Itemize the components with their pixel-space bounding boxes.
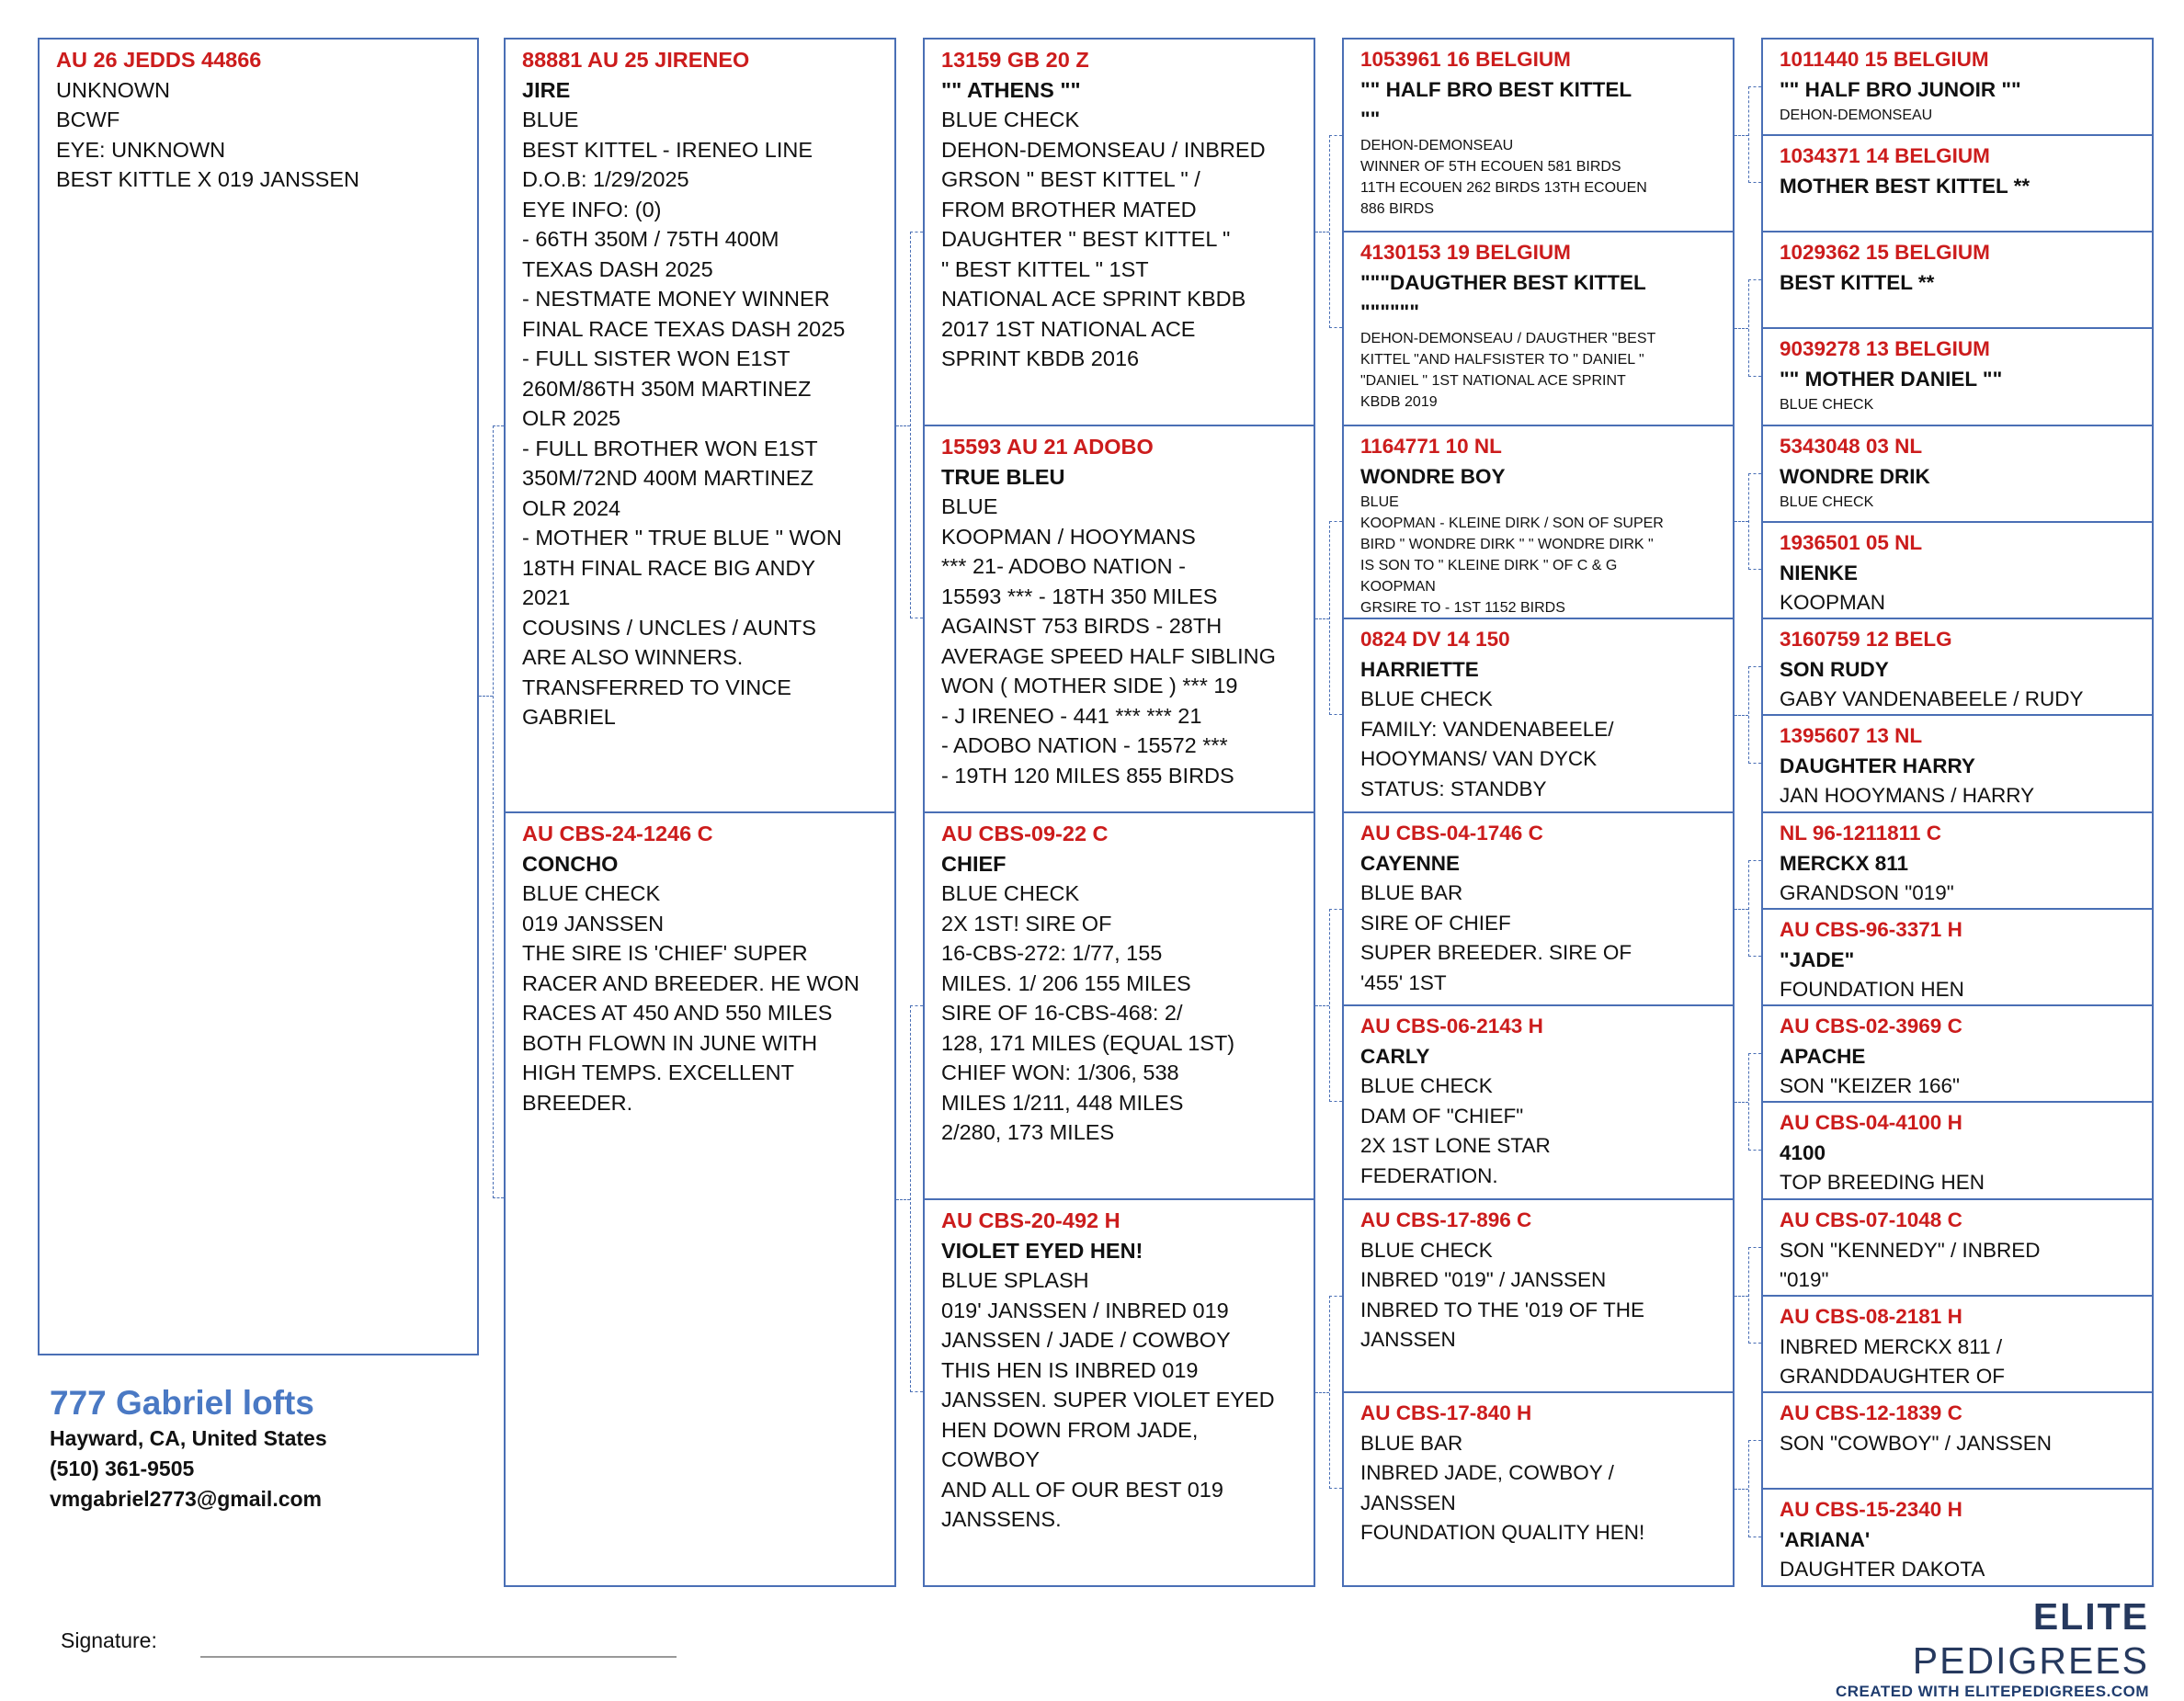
bird-detail: GABRIEL — [522, 705, 616, 729]
bird-name: JIRE — [522, 77, 571, 102]
bird-detail: FOUNDATION HEN — [1780, 978, 1964, 1001]
bird-name: HARRIETTE — [1360, 657, 1479, 681]
bird-name: MERCKX 811 — [1780, 851, 1909, 875]
bird-name: CHIEF — [941, 851, 1007, 876]
bird-detail: IS SON TO " KLEINE DIRK " OF C & G — [1360, 558, 1618, 573]
bird-name: TRUE BLEU — [941, 464, 1065, 489]
bird-detail: BLUE BAR — [1360, 1431, 1463, 1455]
bird-detail: DAM OF "CHIEF" — [1360, 1104, 1524, 1128]
connector-bracket — [1329, 135, 1342, 328]
bird-name: 4100 — [1780, 1140, 1826, 1164]
gg-grandparent-card — [1761, 1295, 2154, 1393]
great-grandparent-card — [1342, 1004, 1735, 1200]
band-number: NL 96-1211811 C — [1780, 822, 1941, 845]
gg-grandparent-card — [1761, 908, 2154, 1006]
bird-detail: THE SIRE IS 'CHIEF' SUPER — [522, 941, 808, 965]
gg-grandparent-card — [1761, 811, 2154, 910]
bird-detail: 260M/86TH 350M MARTINEZ — [522, 376, 812, 401]
elite-pedigrees-logo — [1800, 1594, 2149, 1701]
grandparent-card — [923, 425, 1315, 813]
bird-detail: SUPER BREEDER. SIRE OF — [1360, 941, 1632, 964]
band-number: 13159 GB 20 Z — [941, 48, 1089, 72]
bird-detail: INBRED "019" / JANSSEN — [1360, 1268, 1607, 1291]
connector-stub — [1735, 328, 1748, 329]
bird-detail: KOOPMAN — [1360, 579, 1436, 595]
bird-detail: WINNER OF 5TH ECOUEN 581 BIRDS — [1360, 158, 1621, 175]
connector-stub — [1735, 715, 1748, 716]
bird-name: "" — [1360, 108, 1381, 130]
bird-detail: 350M/72ND 400M MARTINEZ — [522, 466, 813, 490]
great-grandparent-card — [1342, 811, 1735, 1006]
owner-location: Hayward, CA, United States — [50, 1426, 327, 1450]
bird-detail: 16-CBS-272: 1/77, 155 — [941, 941, 1163, 965]
bird-detail: - J IRENEO - 441 *** *** 21 — [941, 703, 1202, 728]
bird-detail: DAUGHTER DAKOTA — [1780, 1558, 1985, 1581]
bird-detail: HOOYMANS/ VAN DYCK — [1360, 747, 1598, 770]
gg-grandparent-card — [1761, 1488, 2154, 1587]
connector-bracket — [493, 425, 504, 1198]
bird-detail: GRANDSON "019" — [1780, 881, 1954, 904]
bird-name: APACHE — [1780, 1044, 1866, 1068]
bird-name: """DAUGTHER BEST KITTEL — [1360, 270, 1646, 294]
band-number: AU CBS-04-1746 C — [1360, 822, 1543, 845]
connector-bracket — [1748, 1440, 1761, 1537]
bird-detail: TOP BREEDING HEN — [1780, 1171, 1985, 1194]
connector-bracket — [1748, 666, 1761, 764]
bird-detail: "019" — [1780, 1268, 1829, 1291]
gg-grandparent-card — [1761, 327, 2154, 426]
gg-grandparent-card — [1761, 134, 2154, 232]
bird-detail: SIRE OF CHIEF — [1360, 911, 1511, 935]
bird-detail: D.O.B: 1/29/2025 — [522, 167, 689, 191]
owner-info — [50, 1383, 327, 1514]
signature-line — [200, 1656, 677, 1658]
bird-detail: - FULL SISTER WON E1ST — [522, 346, 791, 370]
bird-detail: AVERAGE SPEED HALF SIBLING — [941, 643, 1276, 668]
bird-name: CAYENNE — [1360, 851, 1460, 875]
bird-detail: BLUE BAR — [1360, 881, 1463, 904]
gg-grandparent-card — [1761, 231, 2154, 329]
bird-detail: GRANDDAUGHTER OF — [1780, 1365, 2006, 1388]
connector-stub — [1735, 1102, 1748, 1103]
bird-detail: BLUE — [941, 494, 998, 518]
connector-stub — [1735, 1296, 1748, 1297]
bird-detail: 019 JANSSEN — [522, 911, 665, 936]
band-number: AU CBS-17-896 C — [1360, 1208, 1532, 1231]
bird-detail: EYE: UNKNOWN — [56, 137, 226, 162]
bird-detail: GRSIRE TO - 1ST 1152 BIRDS — [1360, 600, 1565, 616]
bird-detail: FOUNDATION QUALITY HEN! — [1360, 1521, 1645, 1544]
bird-detail: BLUE CHECK — [1360, 1238, 1493, 1262]
bird-detail: KBDB 2019 — [1360, 393, 1438, 410]
bird-detail: INBRED JADE, COWBOY / — [1360, 1461, 1614, 1484]
bird-detail: AND ALL OF OUR BEST 019 — [941, 1477, 1223, 1502]
bird-detail: SIRE OF 16-CBS-468: 2/ — [941, 1001, 1183, 1025]
band-number: 9039278 13 BELGIUM — [1780, 337, 1990, 360]
connector-stub — [1315, 1005, 1329, 1006]
bird-name: WONDRE BOY — [1360, 464, 1506, 488]
bird-detail: SON "KEIZER 166" — [1780, 1074, 1961, 1097]
bird-detail: FEDERATION. — [1360, 1163, 1498, 1187]
connector-bracket — [1748, 279, 1761, 377]
band-number: AU CBS-09-22 C — [941, 822, 1109, 845]
band-number: 1029362 15 BELGIUM — [1780, 241, 1990, 264]
bird-detail: CHIEF WON: 1/306, 538 — [941, 1060, 1179, 1084]
bird-detail: DEHON-DEMONSEAU — [1780, 108, 1933, 123]
bird-detail: COUSINS / UNCLES / AUNTS — [522, 615, 816, 640]
bird-detail: MILES 1/211, 448 MILES — [941, 1090, 1184, 1115]
bird-name: NIENKE — [1780, 561, 1859, 584]
band-number: 88881 AU 25 JIRENEO — [522, 48, 750, 72]
bird-detail: UNKNOWN — [56, 77, 171, 102]
logo-tagline: CREATED WITH ELITEPEDIGREES.COM — [1835, 1683, 2149, 1700]
bird-detail: STATUS: STANDBY — [1360, 777, 1547, 800]
band-number: AU CBS-12-1839 C — [1780, 1401, 1962, 1424]
bird-detail: BREEDER. — [522, 1090, 633, 1115]
connector-bracket — [1329, 521, 1342, 715]
connector-bracket — [1748, 1053, 1761, 1151]
bird-detail: GABY VANDENABEELE / RUDY — [1780, 687, 2084, 710]
bird-detail: OLR 2025 — [522, 406, 621, 430]
bird-name: """""" — [1360, 301, 1420, 323]
band-number: 15593 AU 21 ADOBO — [941, 435, 1154, 459]
great-grandparent-card — [1342, 618, 1735, 813]
bird-detail: BOTH FLOWN IN JUNE WITH — [522, 1030, 818, 1055]
bird-detail: FAMILY: VANDENABEELE/ — [1360, 717, 1614, 741]
bird-detail: JANSSEN / JADE / COWBOY — [941, 1328, 1231, 1352]
band-number: AU CBS-08-2181 H — [1780, 1305, 1962, 1328]
connector-bracket — [1329, 1296, 1342, 1489]
logo-light-text: PEDIGREES — [1912, 1639, 2149, 1682]
bird-detail: BEST KITTLE X 019 JANSSEN — [56, 167, 359, 191]
bird-name: CONCHO — [522, 851, 619, 876]
band-number: 1395607 13 NL — [1780, 724, 1923, 747]
band-number: AU CBS-04-4100 H — [1780, 1111, 1962, 1134]
connector-stub — [1315, 1392, 1329, 1393]
gg-grandparent-card — [1761, 714, 2154, 813]
band-number: 5343048 03 NL — [1780, 435, 1923, 458]
bird-detail: JANSSEN. SUPER VIOLET EYED — [941, 1388, 1275, 1412]
bird-detail: RACES AT 450 AND 550 MILES — [522, 1001, 833, 1025]
bird-detail: BLUE CHECK — [522, 881, 661, 905]
band-number: 1936501 05 NL — [1780, 531, 1923, 554]
bird-detail: MILES. 1/ 206 155 MILES — [941, 970, 1191, 995]
grandparent-card — [923, 811, 1315, 1200]
bird-detail: BLUE CHECK — [1780, 494, 1874, 510]
bird-detail: 2X 1ST! SIRE OF — [941, 911, 1112, 936]
grandparent-card — [923, 1198, 1315, 1587]
bird-detail: "DANIEL " 1ST NATIONAL ACE SPRINT — [1360, 372, 1626, 389]
connector-stub — [896, 425, 910, 426]
bird-detail: 15593 *** - 18TH 350 MILES — [941, 584, 1218, 608]
bird-detail: EYE INFO: (0) — [522, 197, 662, 221]
connector-stub — [1735, 909, 1748, 910]
band-number: AU CBS-02-3969 C — [1780, 1015, 1962, 1038]
gg-grandparent-card — [1761, 1198, 2154, 1297]
great-grandparent-card — [1342, 231, 1735, 426]
bird-detail: '455' 1ST — [1360, 970, 1447, 994]
bird-detail: DEHON-DEMONSEAU / DAUGTHER "BEST — [1360, 330, 1656, 346]
gg-grandparent-card — [1761, 1391, 2154, 1490]
bird-detail: BLUE SPLASH — [941, 1268, 1089, 1292]
bird-detail: BLUE CHECK — [941, 108, 1080, 131]
signature-label: Signature: — [61, 1628, 157, 1652]
bird-detail: 019' JANSSEN / INBRED 019 — [941, 1298, 1229, 1322]
connector-bracket — [910, 232, 923, 618]
bird-detail: JANSSEN — [1360, 1328, 1456, 1351]
band-number: AU CBS-20-492 H — [941, 1208, 1120, 1232]
bird-detail: BLUE — [522, 108, 579, 131]
connector-bracket — [1748, 86, 1761, 183]
band-number: 3160759 12 BELG — [1780, 628, 1952, 651]
bird-name: "JADE" — [1780, 947, 1855, 971]
sire-card — [504, 38, 896, 813]
band-number: 1034371 14 BELGIUM — [1780, 144, 1990, 167]
connector-bracket — [910, 1005, 923, 1392]
dam-card — [504, 811, 896, 1587]
connector-stub — [1735, 1489, 1748, 1490]
bird-name: CARLY — [1360, 1044, 1430, 1068]
bird-detail: BLUE CHECK — [941, 881, 1080, 905]
bird-detail: TEXAS DASH 2025 — [522, 256, 713, 281]
connector-stub — [896, 1199, 910, 1200]
bird-detail: JANSSEN — [1360, 1491, 1456, 1514]
bird-name: 'ARIANA' — [1780, 1527, 1871, 1551]
bird-detail: 2/280, 173 MILES — [941, 1120, 1115, 1144]
great-grandparent-card — [1342, 425, 1735, 619]
bird-detail: - ADOBO NATION - 15572 *** — [941, 733, 1228, 757]
band-number: AU 26 JEDDS 44866 — [56, 48, 262, 72]
band-number: 1011440 15 BELGIUM — [1780, 48, 1989, 71]
bird-name: BEST KITTEL ** — [1780, 270, 1935, 294]
bird-detail: ARE ALSO WINNERS. — [522, 645, 744, 669]
bird-detail: BIRD " WONDRE DIRK " " WONDRE DIRK " — [1360, 537, 1654, 552]
bird-detail: KOOPMAN - KLEINE DIRK / SON OF SUPER — [1360, 516, 1664, 531]
band-number: 0824 DV 14 150 — [1360, 628, 1510, 651]
bird-name: VIOLET EYED HEN! — [941, 1238, 1143, 1263]
connector-bracket — [1329, 909, 1342, 1102]
owner-phone: (510) 361-9505 — [50, 1457, 195, 1480]
subject-card — [38, 38, 479, 1355]
bird-detail: HEN DOWN FROM JADE, COWBOY — [941, 1417, 1204, 1471]
bird-detail: BLUE CHECK — [1360, 687, 1493, 710]
bird-name: "" HALF BRO JUNOIR "" — [1780, 77, 2021, 101]
bird-name: SON RUDY — [1780, 657, 1889, 681]
band-number: 1164771 10 NL — [1360, 435, 1502, 458]
bird-detail: KOOPMAN — [1780, 591, 1886, 614]
bird-detail: 11TH ECOUEN 262 BIRDS 13TH ECOUEN — [1360, 179, 1647, 196]
bird-detail: NATIONAL ACE SPRINT KBDB — [941, 287, 1246, 311]
bird-detail: BLUE CHECK — [1360, 1074, 1493, 1097]
bird-detail: DEHON-DEMONSEAU / INBRED — [941, 137, 1266, 162]
band-number: AU CBS-24-1246 C — [522, 822, 713, 845]
connector-stub — [1735, 521, 1748, 522]
bird-detail: FINAL RACE TEXAS DASH 2025 — [522, 316, 846, 341]
bird-detail: SPRINT KBDB 2016 — [941, 346, 1140, 370]
band-number: AU CBS-07-1048 C — [1780, 1208, 1962, 1231]
great-grandparent-card — [1342, 1391, 1735, 1587]
bird-detail: 2X 1ST LONE STAR — [1360, 1134, 1551, 1157]
band-number: 4130153 19 BELGIUM — [1360, 241, 1571, 264]
bird-name: "" MOTHER DANIEL "" — [1780, 367, 2003, 391]
bird-detail: SON "KENNEDY" / INBRED — [1780, 1238, 2041, 1262]
band-number: AU CBS-96-3371 H — [1780, 918, 1962, 941]
gg-grandparent-card — [1761, 425, 2154, 523]
bird-detail: DAUGHTER " BEST KITTEL " — [941, 227, 1231, 251]
gg-grandparent-card — [1761, 38, 2154, 136]
band-number: AU CBS-17-840 H — [1360, 1401, 1532, 1424]
bird-detail: *** 21- ADOBO NATION - — [941, 554, 1186, 578]
bird-detail: SON "COWBOY" / JANSSEN — [1780, 1431, 2053, 1455]
bird-detail: 2017 1ST NATIONAL ACE — [941, 316, 1196, 341]
bird-detail: - NESTMATE MONEY WINNER — [522, 287, 830, 311]
bird-detail: WON ( MOTHER SIDE ) *** 19 — [941, 674, 1238, 697]
logo-bold-text: ELITE — [2032, 1595, 2149, 1638]
bird-detail: 18TH FINAL RACE BIG ANDY — [522, 555, 816, 580]
bird-detail: TRANSFERRED TO VINCE — [522, 675, 791, 699]
bird-detail: INBRED TO THE '019 OF THE — [1360, 1298, 1644, 1321]
bird-detail: JANSSENS. — [941, 1507, 1062, 1531]
band-number: AU CBS-06-2143 H — [1360, 1015, 1543, 1038]
owner-email: vmgabriel2773@gmail.com — [50, 1487, 323, 1511]
bird-detail: - 19TH 120 MILES 855 BIRDS — [941, 763, 1234, 788]
grandparent-card — [923, 38, 1315, 426]
great-grandparent-card — [1342, 38, 1735, 232]
bird-detail: THIS HEN IS INBRED 019 — [941, 1357, 1199, 1382]
bird-detail: GRSON " BEST KITTEL " / — [941, 167, 1200, 191]
bird-detail: 886 BIRDS — [1360, 200, 1435, 217]
bird-detail: RACER AND BREEDER. HE WON — [522, 970, 859, 995]
bird-detail: AGAINST 753 BIRDS - 28TH — [941, 614, 1223, 638]
bird-name: "" HALF BRO BEST KITTEL — [1360, 77, 1632, 101]
bird-detail: KOOPMAN / HOOYMANS — [941, 524, 1196, 549]
bird-name: "" ATHENS "" — [941, 77, 1081, 102]
connector-bracket — [1748, 473, 1761, 570]
bird-detail: " BEST KITTEL " 1ST — [941, 256, 1149, 281]
band-number: 1053961 16 BELGIUM — [1360, 48, 1571, 71]
bird-detail: JAN HOOYMANS / HARRY — [1780, 784, 2035, 807]
bird-name: WONDRE DRIK — [1780, 464, 1930, 488]
bird-detail: - MOTHER " TRUE BLUE " WON — [522, 526, 842, 550]
band-number: AU CBS-15-2340 H — [1780, 1498, 1962, 1521]
connector-stub — [1735, 135, 1748, 136]
bird-detail: 128, 171 MILES (EQUAL 1ST) — [941, 1030, 1235, 1055]
connector-bracket — [1748, 1247, 1761, 1344]
bird-detail: BEST KITTEL - IRENEO LINE — [522, 137, 813, 162]
gg-grandparent-card — [1761, 1101, 2154, 1200]
bird-detail: HIGH TEMPS. EXCELLENT — [522, 1060, 794, 1084]
bird-detail: INBRED MERCKX 811 / — [1780, 1334, 2003, 1358]
bird-name: DAUGHTER HARRY — [1780, 754, 1975, 777]
bird-detail: BLUE — [1360, 494, 1399, 510]
connector-stub — [479, 696, 493, 697]
bird-detail: BLUE CHECK — [1780, 397, 1874, 413]
bird-detail: KITTEL "AND HALFSISTER TO " DANIEL " — [1360, 351, 1644, 368]
gg-grandparent-card — [1761, 521, 2154, 619]
connector-stub — [1315, 618, 1329, 619]
bird-detail: OLR 2024 — [522, 495, 621, 520]
bird-name: MOTHER BEST KITTEL ** — [1780, 174, 2030, 198]
bird-detail: FROM BROTHER MATED — [941, 197, 1197, 221]
bird-detail: - 66TH 350M / 75TH 400M — [522, 227, 779, 251]
bird-detail: DEHON-DEMONSEAU — [1360, 137, 1514, 153]
gg-grandparent-card — [1761, 1004, 2154, 1103]
bird-detail: 2021 — [522, 585, 571, 609]
gg-grandparent-card — [1761, 618, 2154, 716]
great-grandparent-card — [1342, 1198, 1735, 1393]
connector-bracket — [1748, 860, 1761, 957]
bird-detail: - FULL BROTHER WON E1ST — [522, 436, 818, 460]
owner-name: 777 Gabriel lofts — [50, 1384, 314, 1422]
bird-detail: BCWF — [56, 108, 120, 131]
